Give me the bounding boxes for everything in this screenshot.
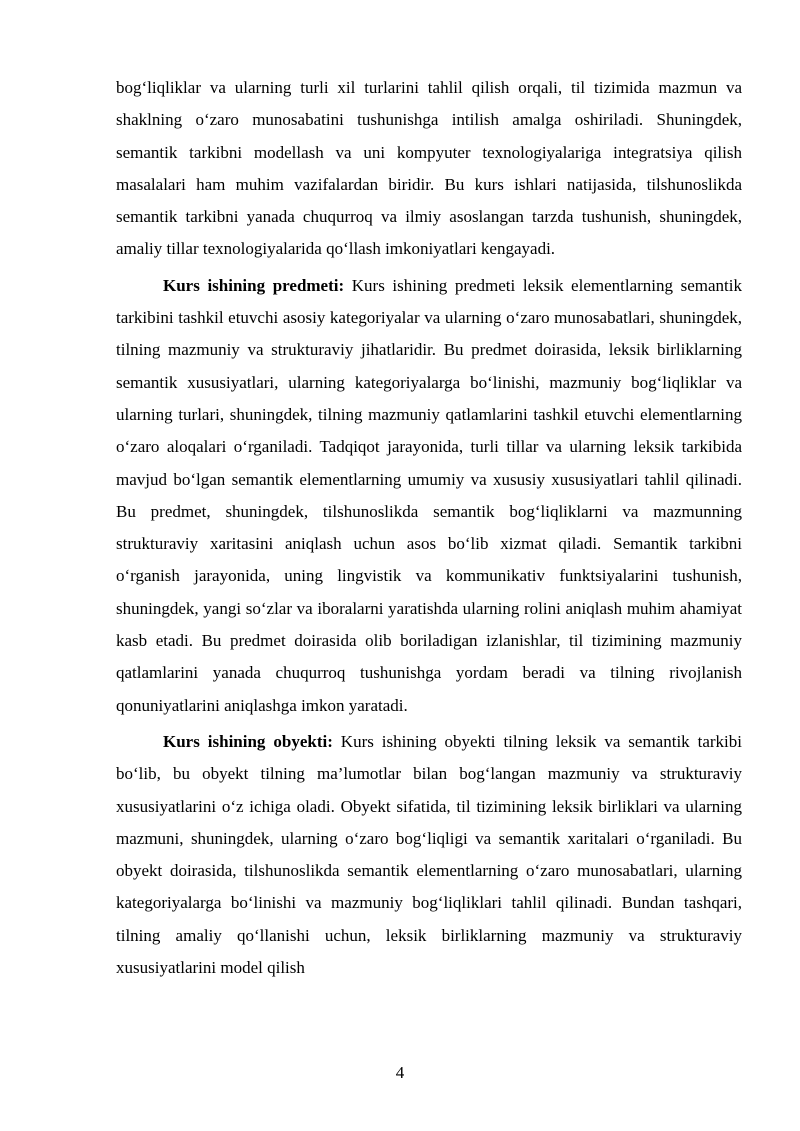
- paragraph-subject: [116, 270, 742, 722]
- paragraph-text: bog‘liqliklar va ularning turli xil turlarini tahlil qilish orqali, til tizimida mazmun va shaklning o‘zaro munosabatini tushunishga intilish amalga oshiriladi. Shuningdek, semantik tarkibni modellash va uni kompyuter texnologiyalariga integratsiya qilish masalalari ham muhim vazifalardan biridir. Bu kurs ishlari natijasida, tilshunoslikda semantik tarkibni yanada chuqurroq va ilmiy asoslangan tarzda tushunish, shuningdek, amaliy tillar texnologiyalarida qo‘llash imkoniyatlari kengayadi.: [116, 78, 742, 259]
- paragraph-lead: Kurs ishining obyekti:: [163, 731, 333, 751]
- paragraph-intro-continuation: [116, 72, 742, 266]
- paragraph-text: Kurs ishining obyekti tilning leksik va semantik tarkibi bo‘lib, bu obyekt tilning ma’lumotlar bilan bog‘langan mazmuniy va strukturaviy xususiyatlarini o‘z ichiga oladi. Obyekt sifatida, til tizimining leksik birliklari va ularning mazmuni, shuningdek, ularning o‘zaro bog‘liqligi va semantik xaritalari o‘rganiladi. Bu obyekt doirasida, tilshunoslikda semantik elementlarning o‘zaro munosabatlari, ularning kategoriyalarga bo‘linishi va mazmuniy bog‘liqliklari tahlil qilinadi. Bundan tashqari, tilning amaliy qo‘llanishi uchun, leksik birliklarning mazmuniy va strukturaviy xususiyatlarini model qilish: [116, 731, 742, 978]
- paragraph-text: Kurs ishining predmeti leksik elementlarning semantik tarkibini tashkil etuvchi asosiy kategoriyalar va ularning o‘zaro munosabatlari, shuningdek, tilning mazmuniy va strukturaviy jihatlaridir. Bu predmet doirasida, leksik birliklarning semantik xususiyatlari, ularning kategoriyalarga bo‘linishi, mazmuniy bog‘liqliklar va ularning turlari, shuningdek, tilning mazmuniy qatlamlarini tashkil etuvchi elementlarning o‘zaro aloqalari o‘rganiladi. Tadqiqot jarayonida, turli tillar va ularning leksik tarkibida mavjud bo‘lgan semantik elementlarning umumiy va xususiy xususiyatlari tahlil qilinadi. Bu predmet, shuningdek, tilshunoslikda semantik bog‘liqliklarni va mazmunning strukturaviy xaritasini aniqlash uchun asos bo‘lib xizmat qiladi. Semantik tarkibni o‘rganish jarayonida, uning lingvistik va kommunikativ funktsiyalarini tushunish, shuningdek, yangi so‘zlar va iboralarni yaratishda ularning rolini aniqlash muhim ahamiyat kasb etadi. Bu predmet doirasida olib boriladigan izlanishlar, til tizimining mazmuniy qatlamlarini yanada chuqurroq tushunishga yordam beradi va tilning rivojlanish qonuniyatlarini aniqlashga imkon yaratadi.: [116, 275, 743, 715]
- paragraph-lead: Kurs ishining predmeti:: [163, 275, 345, 295]
- paragraph-object: [116, 726, 742, 984]
- page-number: 4: [395, 1063, 405, 1082]
- document-page: [116, 72, 742, 984]
